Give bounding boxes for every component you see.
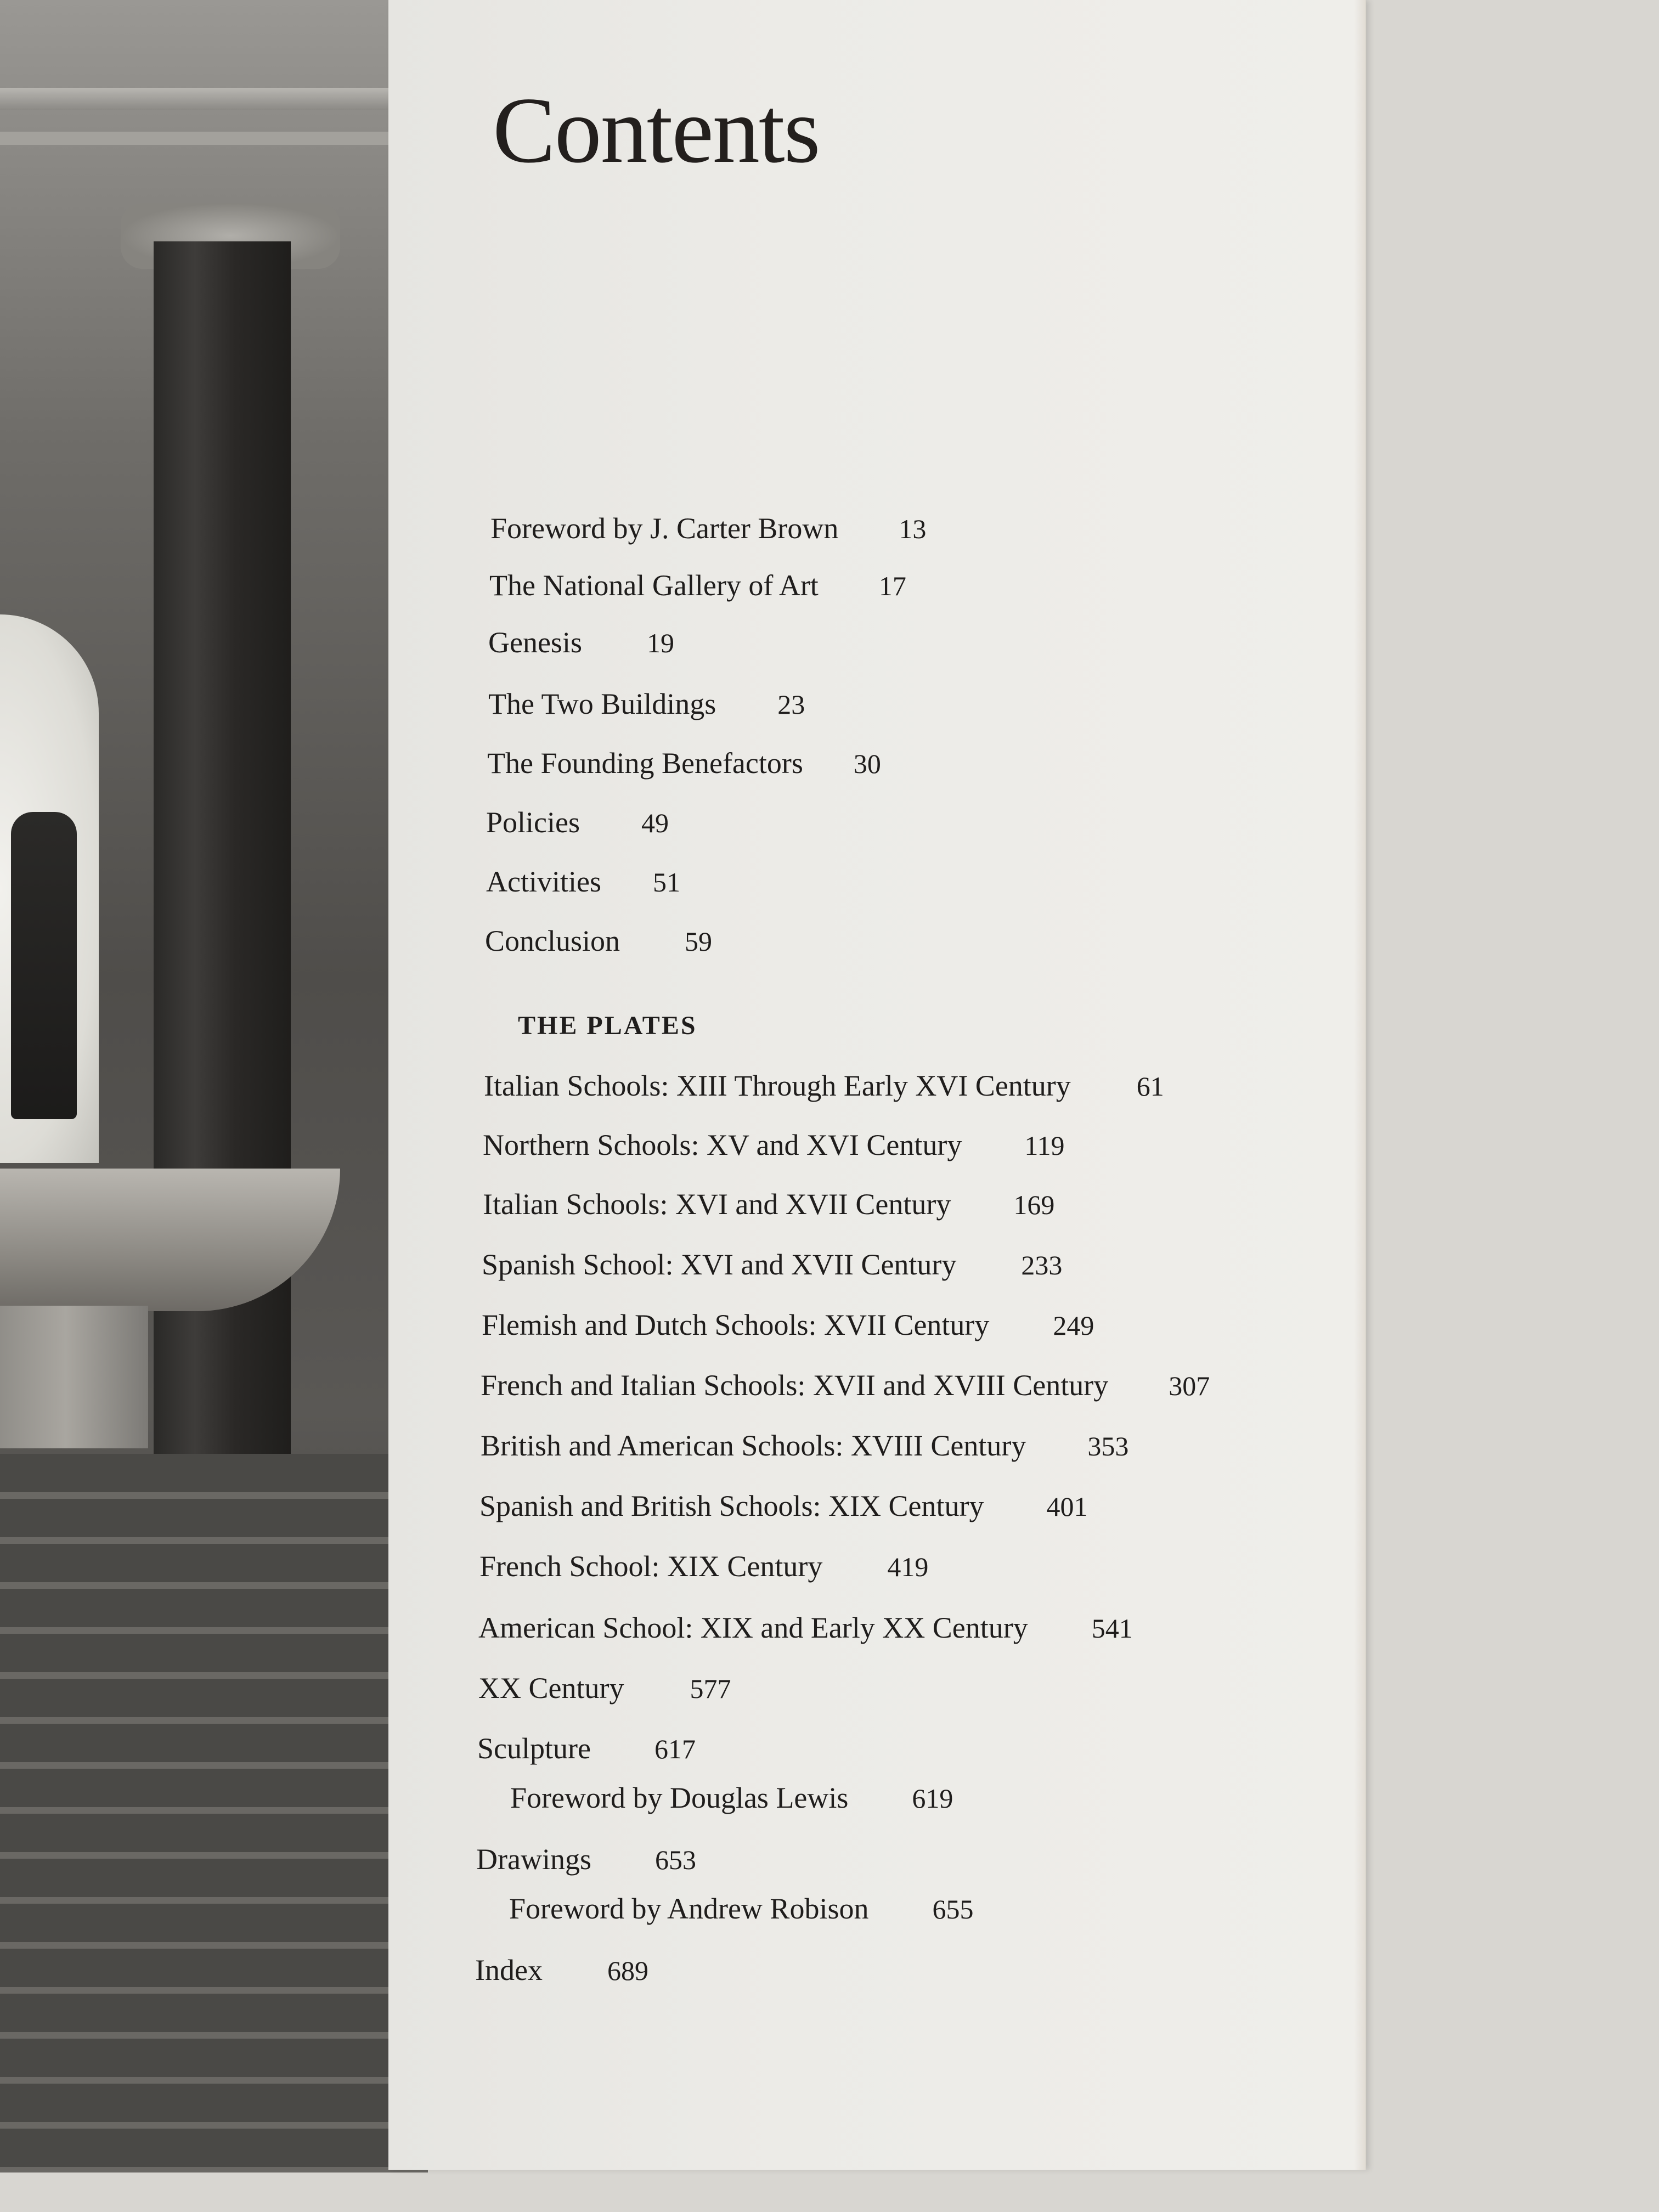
- toc-entry: [481, 1429, 1128, 1463]
- toc-entry-title: Spanish School: XVI and XVII Century: [482, 1248, 957, 1281]
- cornice-band: [0, 88, 428, 110]
- mercury-statue: [11, 812, 77, 1119]
- toc-entry-page: 653: [654, 1844, 696, 1875]
- toc-entry-title: American School: XIX and Early XX Century: [478, 1611, 1028, 1644]
- toc-entry: [488, 625, 674, 659]
- toc-entry: [486, 805, 669, 839]
- toc-entry: [509, 1892, 973, 1926]
- toc-entry-title: Flemish and Dutch Schools: XVII Century: [482, 1308, 990, 1341]
- toc-entry: [488, 687, 805, 721]
- toc-entry: [477, 1731, 696, 1765]
- toc-entry-page: 353: [1087, 1431, 1129, 1462]
- toc-entry: [486, 865, 680, 899]
- toc-entry-page: 169: [1013, 1189, 1055, 1220]
- toc-entry: [483, 1187, 1054, 1221]
- toc-entry-page: 655: [932, 1894, 974, 1925]
- toc-entry-page: 17: [878, 571, 906, 601]
- toc-entry: [487, 746, 881, 780]
- toc-entry: [478, 1611, 1133, 1645]
- toc-entry-page: 30: [853, 748, 881, 779]
- table-of-contents: [388, 0, 1365, 2170]
- marble-steps: [0, 1454, 428, 2172]
- toc-entry-page: 617: [654, 1734, 696, 1764]
- toc-entry-title: Italian Schools: XVI and XVII Century: [483, 1188, 951, 1221]
- toc-entry: [476, 1842, 696, 1876]
- toc-entry-page: 233: [1021, 1250, 1063, 1280]
- plates-section-heading: THE PLATES: [518, 1011, 697, 1040]
- toc-entry-title: The Founding Benefactors: [487, 747, 803, 780]
- toc-entry: [489, 568, 906, 602]
- toc-entry-title: Foreword by Andrew Robison: [509, 1892, 869, 1925]
- toc-entry-page: 23: [777, 689, 805, 720]
- toc-entry: [485, 924, 712, 958]
- toc-entry: [483, 1128, 1065, 1162]
- rotunda-photograph: [0, 0, 428, 2172]
- toc-entry-page: 19: [646, 628, 674, 658]
- contents-page: [388, 0, 1366, 2170]
- toc-entry: [482, 1308, 1094, 1342]
- toc-entry-title: Activities: [486, 865, 601, 898]
- toc-entry-title: Drawings: [476, 1843, 591, 1876]
- toc-entry-title: French School: XIX Century: [479, 1550, 823, 1583]
- toc-entry-page: 689: [607, 1955, 648, 1986]
- marble-column: [154, 241, 291, 1503]
- toc-entry: [478, 1671, 731, 1705]
- toc-entry: [482, 1248, 1062, 1282]
- toc-entry-title: The National Gallery of Art: [489, 569, 819, 602]
- toc-entry-page: 307: [1169, 1370, 1210, 1401]
- toc-entry-title: British and American Schools: XVIII Century: [481, 1429, 1026, 1462]
- toc-entry-title: Foreword by J. Carter Brown: [490, 512, 839, 545]
- toc-entry-page: 59: [685, 926, 713, 957]
- toc-entry-page: 401: [1046, 1491, 1088, 1522]
- toc-entry: [475, 1953, 648, 1987]
- toc-entry: [479, 1549, 928, 1583]
- toc-entry-page: 119: [1024, 1130, 1065, 1161]
- cornice-band: [0, 132, 428, 145]
- toc-entry-page: 541: [1091, 1613, 1133, 1644]
- toc-entry-title: Sculpture: [477, 1732, 591, 1765]
- toc-entry-title: Northern Schools: XV and XVI Century: [483, 1128, 962, 1161]
- toc-entry-page: 419: [887, 1551, 929, 1582]
- toc-entry-page: 249: [1053, 1310, 1094, 1341]
- toc-entry: [484, 1069, 1164, 1103]
- toc-entry-title: Italian Schools: XIII Through Early XVI Century: [484, 1069, 1071, 1102]
- toc-entry-page: 577: [690, 1673, 731, 1704]
- toc-entry-title: French and Italian Schools: XVII and XVIII Century: [481, 1369, 1109, 1402]
- toc-entry: [479, 1489, 1087, 1523]
- toc-entry: [510, 1781, 953, 1815]
- toc-entry-page: 61: [1136, 1071, 1164, 1102]
- toc-entry-page: 619: [912, 1783, 953, 1814]
- toc-entry-title: The Two Buildings: [488, 687, 716, 720]
- toc-entry-title: Spanish and British Schools: XIX Century: [479, 1489, 984, 1522]
- toc-entry-title: Policies: [486, 806, 580, 839]
- page-title: Contents: [493, 78, 820, 183]
- toc-entry-title: Genesis: [488, 626, 582, 659]
- toc-entry-title: Conclusion: [485, 924, 620, 957]
- toc-entry-title: XX Century: [478, 1672, 624, 1705]
- toc-entry: [481, 1368, 1210, 1402]
- toc-entry-title: Index: [475, 1954, 543, 1987]
- toc-entry-page: 49: [641, 808, 669, 838]
- toc-entry: [490, 511, 926, 545]
- toc-entry-page: 51: [652, 867, 680, 898]
- toc-entry-page: 13: [899, 514, 927, 544]
- toc-entry-title: Foreword by Douglas Lewis: [510, 1781, 849, 1814]
- fountain-pedestal: [0, 1306, 148, 1448]
